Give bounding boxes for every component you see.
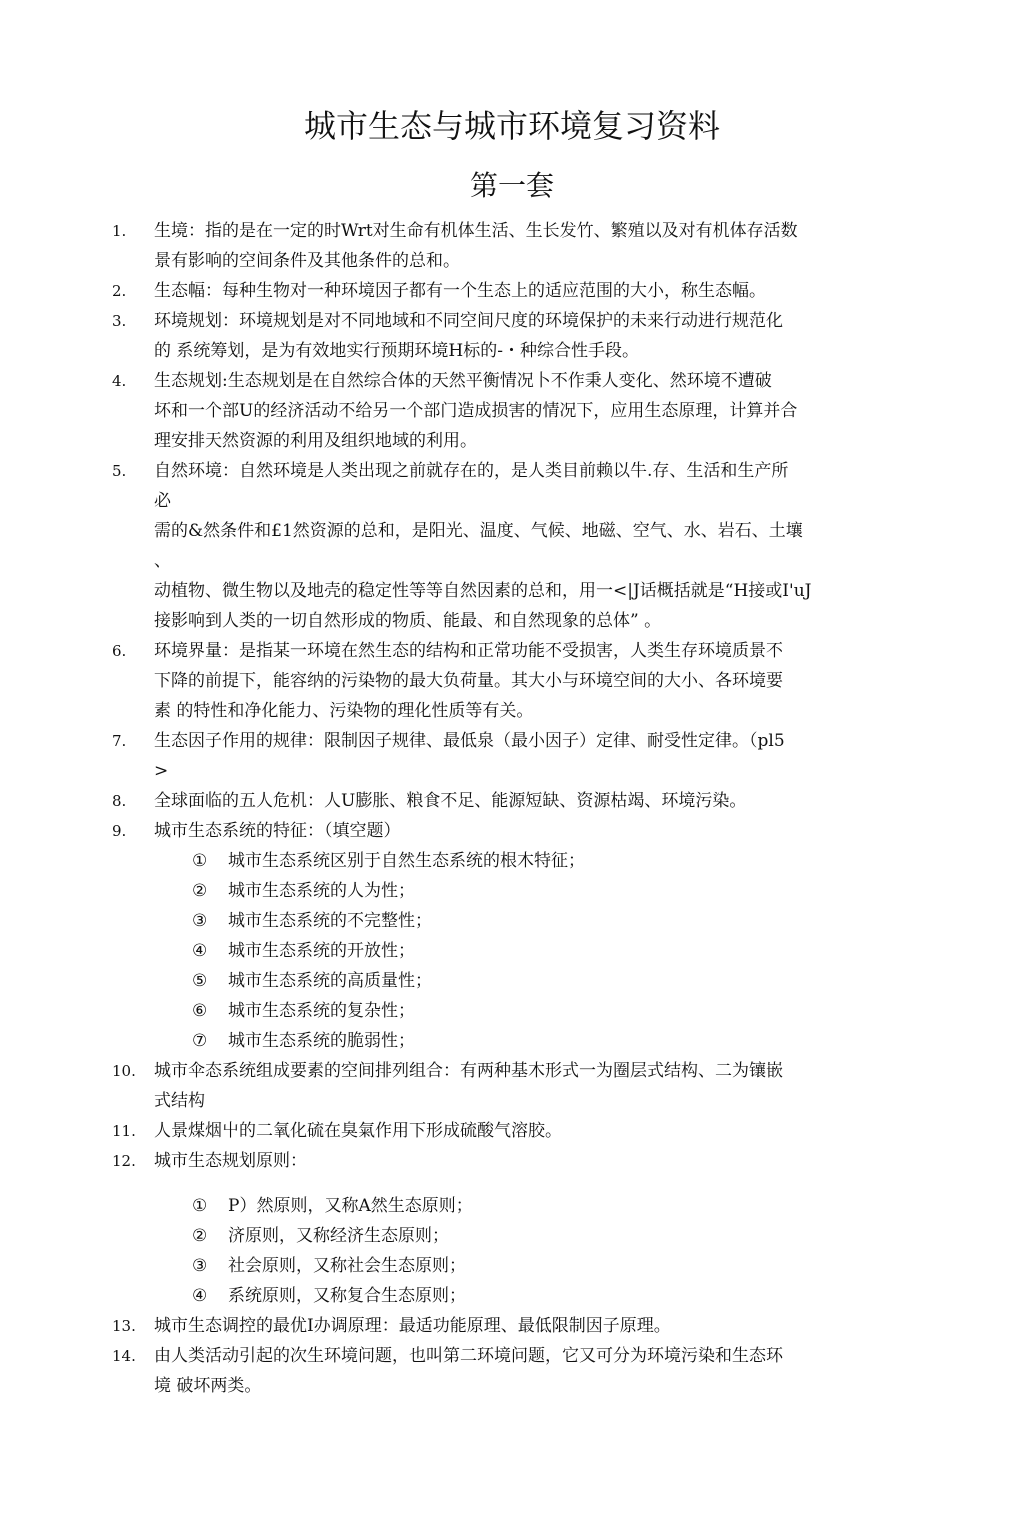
page-subtitle: 第一套: [469, 169, 554, 202]
item-text-line: 理安排天然资源的利用及组织地域的利用。: [154, 431, 477, 451]
sub-item-marker: ⑤: [192, 971, 208, 991]
item-number: 4.: [112, 372, 127, 390]
item-number: 14.: [112, 1347, 136, 1365]
item-number: 5.: [112, 462, 127, 480]
sub-item-text: 城市生态系统区别于自然生态系统的根木特征；: [228, 851, 585, 871]
item-number: 10.: [112, 1062, 136, 1080]
sub-item-text: 城市生态系统的复杂性；: [228, 1001, 415, 1021]
item-text-line: 式结构: [154, 1091, 205, 1111]
item-number: 1.: [112, 222, 127, 240]
item-text-line: 自然环境：自然环境是人类出现之前就存在的，是人类目前赖以牛.存、生活和生产所: [154, 461, 789, 481]
list-item: [112, 726, 912, 786]
sub-item: [192, 996, 912, 1026]
item-text-line: 环境规划：环境规划是对不同地域和不同空间尺度的环境保护的未来行动进行规范化: [154, 311, 783, 331]
list-item: [112, 1146, 912, 1176]
item-number: 11.: [112, 1122, 136, 1140]
sub-item-marker: ②: [192, 881, 208, 901]
item-text-line: 景有影响的空间条件及其他条件的总和。: [154, 251, 460, 271]
item-text-line: 生境：指的是在一定的时Wrt对生命有机体生活、生长发竹、繁殖以及对有机体存活数: [154, 221, 798, 241]
item-number: 2.: [112, 282, 127, 300]
list-item: [112, 1341, 912, 1401]
list-item: [112, 1056, 912, 1116]
list-item: [112, 216, 912, 276]
sub-item-text: 系统原则，又称复合生态原则；: [228, 1286, 466, 1306]
sub-item-text: 城市生态系统的不完整性；: [228, 911, 432, 931]
sub-item-text: 济原则，又称经济生态原则；: [228, 1226, 449, 1246]
sub-item: [192, 936, 912, 966]
item-text-line: 动植物、微生物以及地壳的稳定性等等自然因素的总和，用一<|J话概括就是“H接或I'uJ: [154, 581, 812, 601]
sub-item-text: 城市生态系统的高质量性；: [228, 971, 432, 991]
item-text-line: 必: [154, 491, 171, 511]
item-text-line: 环境界量：是指某一环境在然生态的结构和正常功能不受损害，人类生存环境质景不: [154, 641, 783, 661]
sub-item-marker: ③: [192, 1256, 208, 1276]
list-item: [112, 306, 912, 366]
sub-item-marker: ④: [192, 1286, 208, 1306]
sub-item-marker: ⑥: [192, 1001, 208, 1021]
item-text-line: 生态因子作用的规律：限制因子规律、最低泉（最小因子）定律、耐受性定律。（pl5: [154, 731, 785, 751]
list-item: [112, 276, 912, 306]
list-item: [112, 786, 912, 816]
sub-item-text: P）然原则，又称A然生态原则；: [228, 1196, 473, 1216]
list-item: [112, 456, 912, 636]
sub-list: [112, 846, 912, 1056]
sub-item: [192, 906, 912, 936]
item-text-line: 城市伞态系统组成要素的空间排列组合：有两种基木形式一为圈层式结构、二为镶嵌: [154, 1061, 783, 1081]
sub-item: [192, 1281, 912, 1311]
spacer: [112, 1176, 912, 1191]
item-list: [112, 216, 912, 1401]
item-number: 13.: [112, 1317, 136, 1335]
item-text-line: 全球面临的五人危机：人U膨胀、粮食不足、能源短缺、资源枯竭、环境污染。: [154, 791, 747, 811]
sub-item-marker: ⑦: [192, 1031, 208, 1051]
sub-item-marker: ②: [192, 1226, 208, 1246]
sub-item-marker: ①: [192, 1196, 208, 1216]
list-item: [112, 366, 912, 456]
item-text-line: 人景煤烟屮的二氧化硫在臭氣作用下形成硫酸气溶胶。: [154, 1121, 562, 1141]
item-text-line: 生态幅：每种生物对一种环境因子都有一个生态上的适应范围的大小，称生态幅。: [154, 281, 766, 301]
item-text-line: 由人类活动引起的次生环境问题，也叫第二环境问题，它又可分为环境污染和生态环: [154, 1346, 783, 1366]
item-text-line: 、: [154, 551, 171, 571]
sub-list: [112, 1191, 912, 1311]
sub-item-marker: ④: [192, 941, 208, 961]
list-item: [112, 1116, 912, 1146]
item-text-line: 境 破坏两类。: [154, 1376, 262, 1396]
sub-item: [192, 846, 912, 876]
sub-item: [192, 966, 912, 996]
sub-item: [192, 1221, 912, 1251]
item-number: 12.: [112, 1152, 136, 1170]
item-text-line: 城市生态调控的最优I办调原理：最适功能原理、最低限制因子原理。: [154, 1316, 671, 1336]
sub-item: [192, 876, 912, 906]
list-item: [112, 816, 912, 846]
sub-item: [192, 1251, 912, 1281]
list-item: [112, 636, 912, 726]
item-text-line: 下降的前提下，能容纳的污染物的最大负荷量。其大小与环境空间的大小、各环境要: [154, 671, 783, 691]
item-text-line: 的 系统筹划，是为有效地实行预期环境H标的-・种综合性手段。: [154, 341, 639, 361]
list-item: [112, 1311, 912, 1341]
page-title: 城市生态与城市环境复习资料: [303, 107, 720, 145]
sub-item-text: 城市生态系统的人为性；: [228, 881, 415, 901]
sub-item-text: 城市生态系统的脆弱性；: [228, 1031, 415, 1051]
sub-item-text: 社会原则，又称社会生态原则；: [228, 1256, 466, 1276]
item-text-line: 需的&然条件和£1然资源的总和，是阳光、温度、气候、地磁、空气、水、岩石、土壤: [154, 521, 803, 541]
sub-item-marker: ③: [192, 911, 208, 931]
sub-item-text: 城市生态系统的开放性；: [228, 941, 415, 961]
item-number: 6.: [112, 642, 127, 660]
item-number: 7.: [112, 732, 127, 750]
item-number: 9.: [112, 822, 127, 840]
item-text-line: >: [154, 761, 169, 781]
item-text-line: 城市生态规划原则：: [154, 1151, 307, 1171]
item-text-line: 坏和一个部U的经济活动不给另一个部门造成损害的情况下，应用生态原理，计算并合: [154, 401, 798, 421]
sub-item: [192, 1191, 912, 1221]
item-number: 3.: [112, 312, 127, 330]
item-text-line: 城市生态系统的特征：（填空题）: [154, 821, 401, 841]
item-text-line: 生态规划:生态规划是在自然综合体的天然平衡情况卜不作秉人变化、然环境不遭破: [154, 371, 772, 391]
item-number: 8.: [112, 792, 127, 810]
sub-item-marker: ①: [192, 851, 208, 871]
sub-item: [192, 1026, 912, 1056]
item-text-line: 接影响到人类的一切自然形成的物质、能最、和自然现象的总体” 。: [154, 611, 662, 631]
item-text-line: 素 的特性和净化能力、污染物的理化性质等有关。: [154, 701, 534, 721]
